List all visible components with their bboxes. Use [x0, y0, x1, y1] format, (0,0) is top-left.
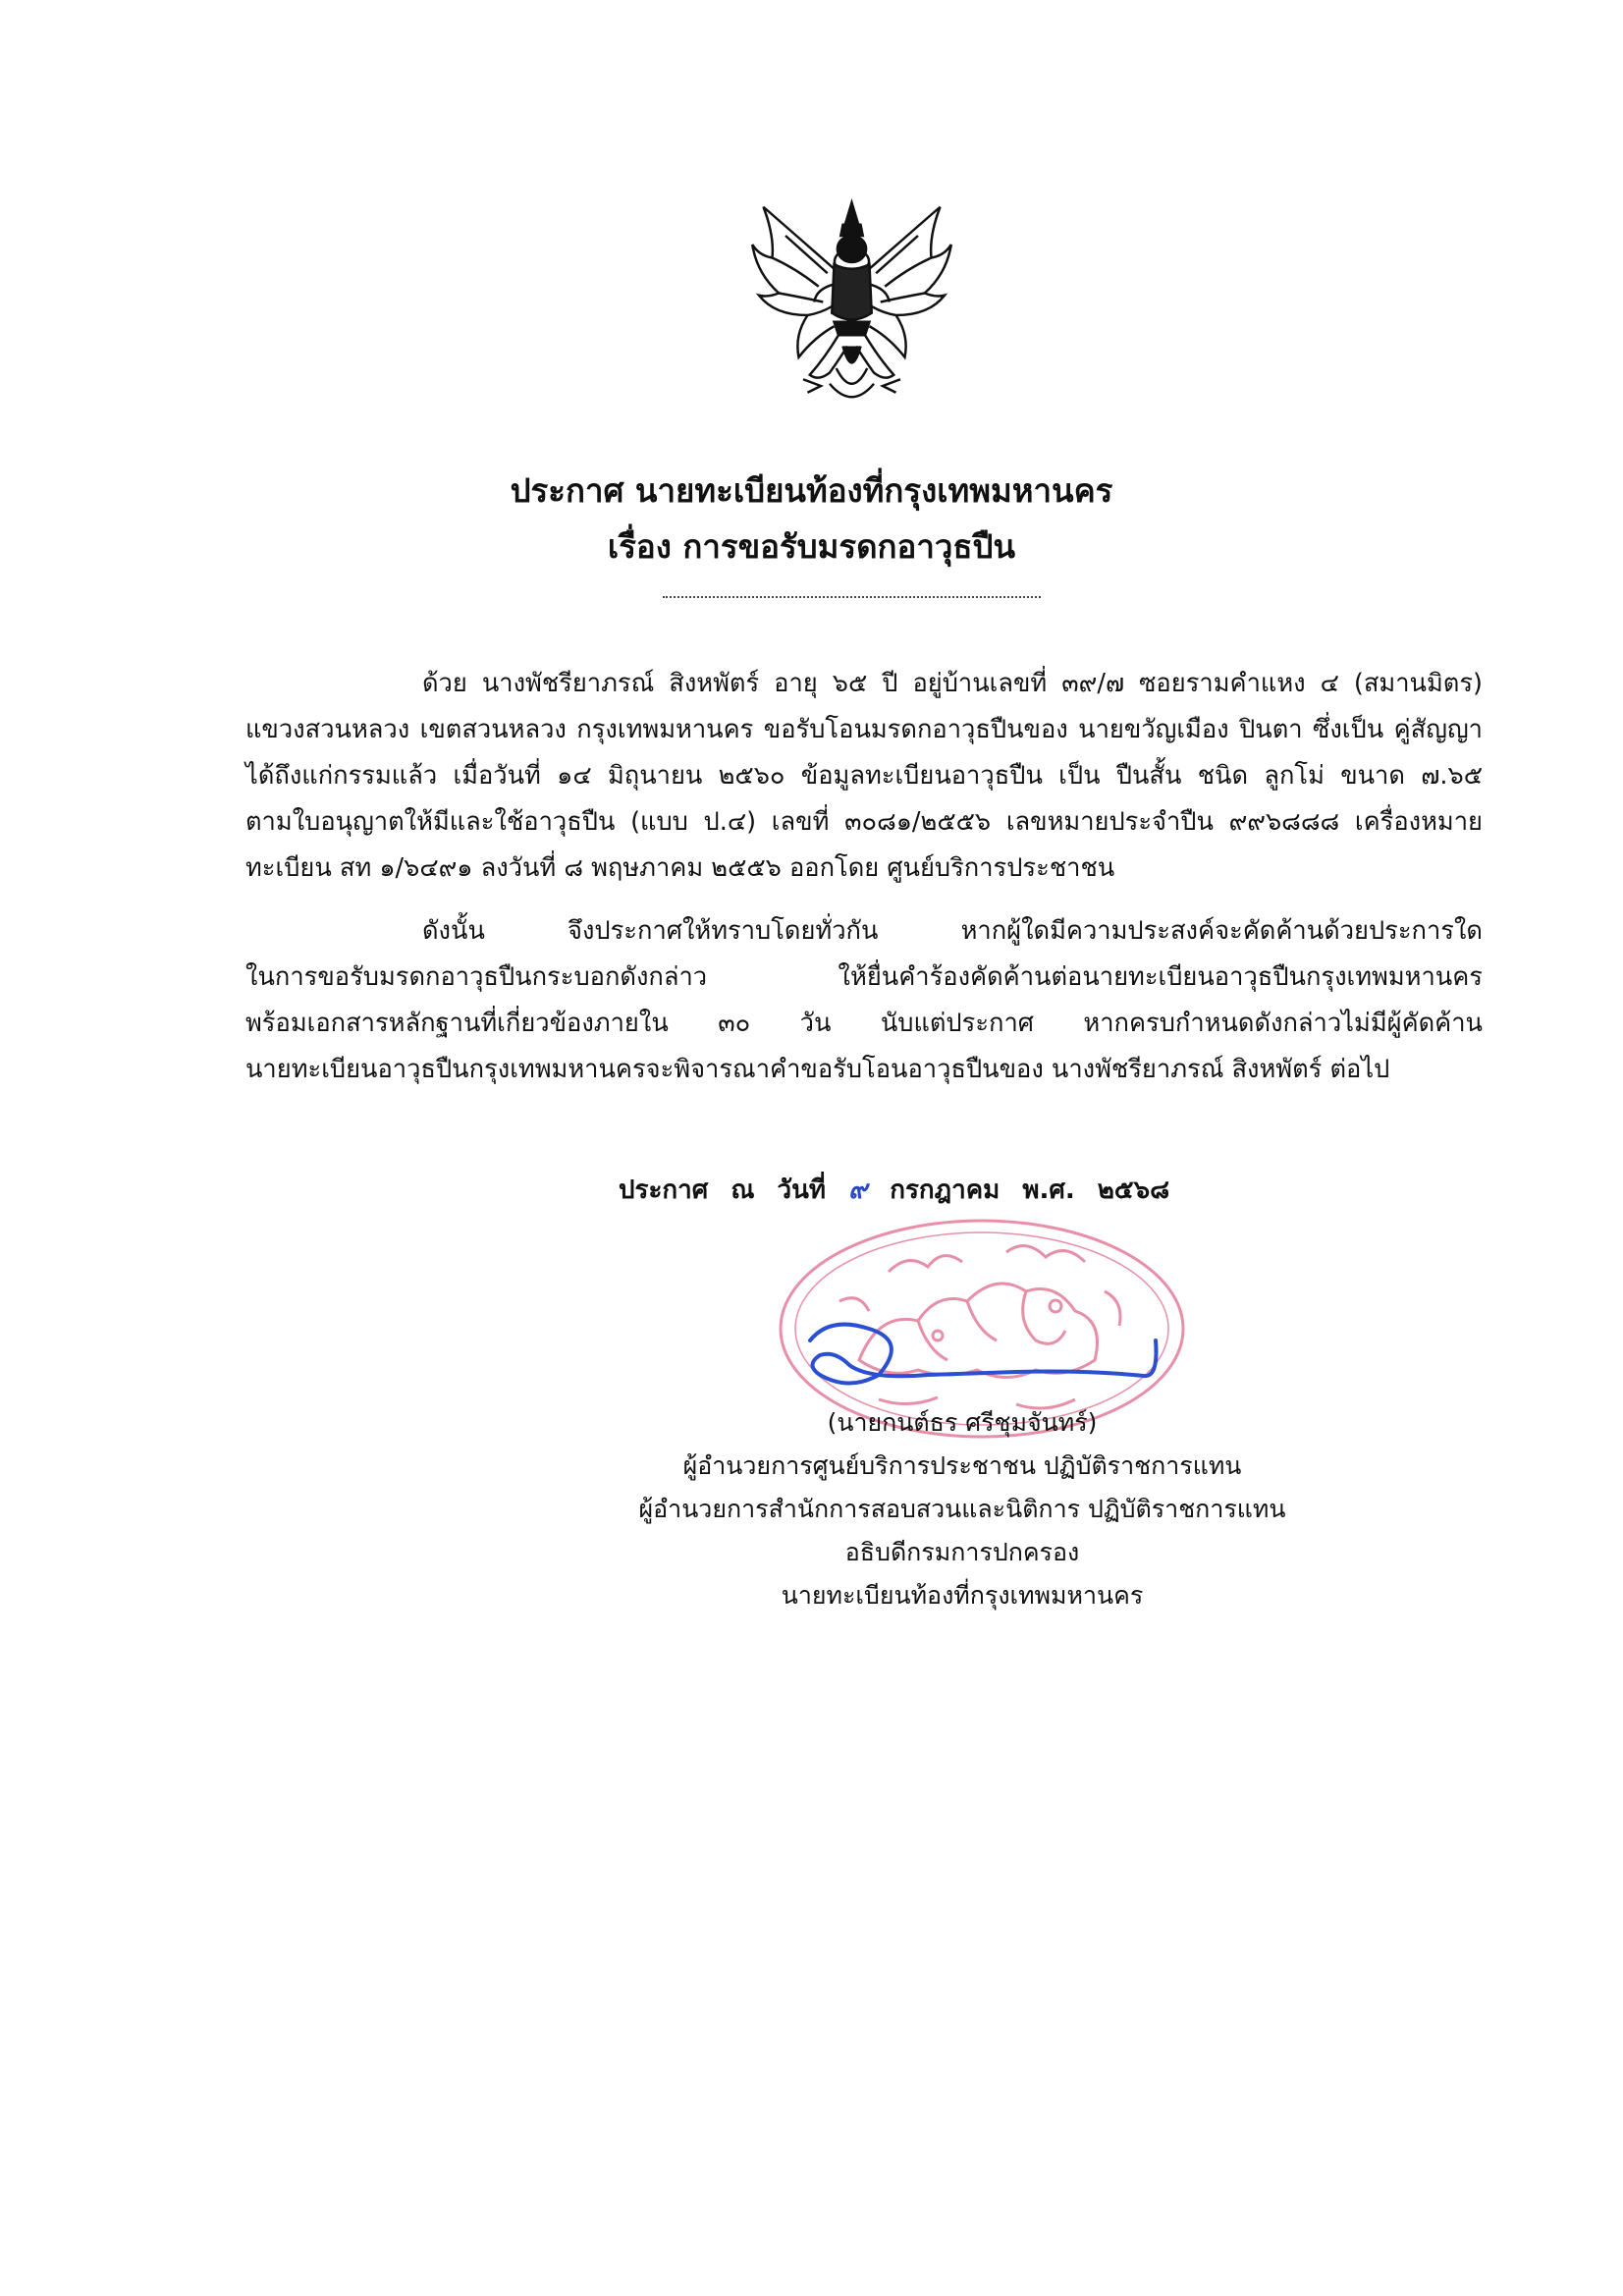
- announcement-title: ประกาศ นายทะเบียนท้องที่กรุงเทพมหานคร: [510, 471, 1113, 510]
- date-month: กรกฎาคม: [890, 1175, 1001, 1205]
- signatory-name: (นายกนต์ธร ศรีชุมจันทร์): [827, 1408, 1098, 1437]
- paragraph-line: ในการขอรับมรดกอาวุธปืนกระบอกดังกล่าว ให้ยื่นคำร้องคัดค้านต่อนายทะเบียนอาวุธปืนกรุงเทพมหานคร: [245, 962, 1483, 992]
- signatory-position: ผู้อำนวยการสำนักการสอบสวนและนิติการ ปฏิบัติราชการแทน: [638, 1495, 1286, 1523]
- signatory-position: นายทะเบียนท้องที่กรุงเทพมหานคร: [781, 1581, 1144, 1610]
- date-year: ๒๕๖๘: [1097, 1175, 1170, 1205]
- signatory-block: [589, 1401, 1335, 1617]
- signatory-position: ผู้อำนวยการศูนย์บริการประชาชน ปฏิบัติราชการแทน: [682, 1451, 1242, 1480]
- paragraph-2: [245, 908, 1483, 1093]
- paragraph-line: ดังนั้น จึงประกาศให้ทราบโดยทั่วกัน หากผู้ใดมีความประสงค์จะคัดค้านด้วยประการใด: [422, 916, 1483, 946]
- announcement-date: [619, 1170, 1183, 1210]
- garuda-emblem-icon: [741, 191, 962, 412]
- date-era: พ.ศ.: [1022, 1175, 1075, 1205]
- date-day-handwritten: ๙: [848, 1175, 868, 1205]
- date-at: ณ: [730, 1175, 755, 1205]
- paragraph-line: ตามใบอนุญาตให้มีและใช้อาวุธปืน (แบบ ป.๔) เลขที่ ๓๐๘๑/๒๕๕๖ เลขหมายประจำปืน ๙๙๖๘๘๘ เครื่องหมาย: [245, 807, 1483, 837]
- paragraph-line: นายทะเบียนอาวุธปืนกรุงเทพมหานครจะพิจารณาคำขอรับโอนอาวุธปืนของ นางพัชรียาภรณ์ สิงหพัตร์ ต่อไป: [245, 1055, 1390, 1084]
- paragraph-1: [245, 661, 1483, 892]
- signatory-position: อธิบดีกรมการปกครอง: [844, 1538, 1080, 1566]
- paragraph-line: ทะเบียน สท ๑/๖๔๙๑ ลงวันที่ ๘ พฤษภาคม ๒๕๕๖ ออกโดย ศูนย์บริการประชาชน: [245, 853, 1115, 883]
- title-divider: [663, 586, 1041, 598]
- announcement-subject: เรื่อง การขอรับมรดกอาวุธปืน: [607, 527, 1016, 566]
- paragraph-line: แขวงสวนหลวง เขตสวนหลวง กรุงเทพมหานคร ขอรับโอนมรดกอาวุธปืนของ นายขวัญเมือง ปินตา ซึ่งเป็น คู่สัญญา: [245, 715, 1483, 744]
- date-prefix: ประกาศ: [619, 1175, 709, 1205]
- paragraph-line: พร้อมเอกสารหลักฐานที่เกี่ยวข้องภายใน ๓๐ วัน นับแต่ประกาศ หากครบกำหนดดังกล่าวไม่มีผู้คัดค้าน: [245, 1009, 1483, 1038]
- paragraph-line: ได้ถึงแก่กรรมแล้ว เมื่อวันที่ ๑๔ มิถุนายน ๒๕๖๐ ข้อมูลทะเบียนอาวุธปืน เป็น ปืนสั้น ชนิด ลูกโม่ ขนาด ๗.๖๕: [245, 761, 1483, 791]
- date-day-label: วันที่: [777, 1175, 827, 1205]
- handwritten-signature-icon: [790, 1321, 1183, 1399]
- paragraph-line: ด้วย นางพัชรียาภรณ์ สิงหพัตร์ อายุ ๖๕ ปี อยู่บ้านเลขที่ ๓๙/๗ ซอยรามคำแหง ๔ (สมานมิตร): [422, 669, 1483, 698]
